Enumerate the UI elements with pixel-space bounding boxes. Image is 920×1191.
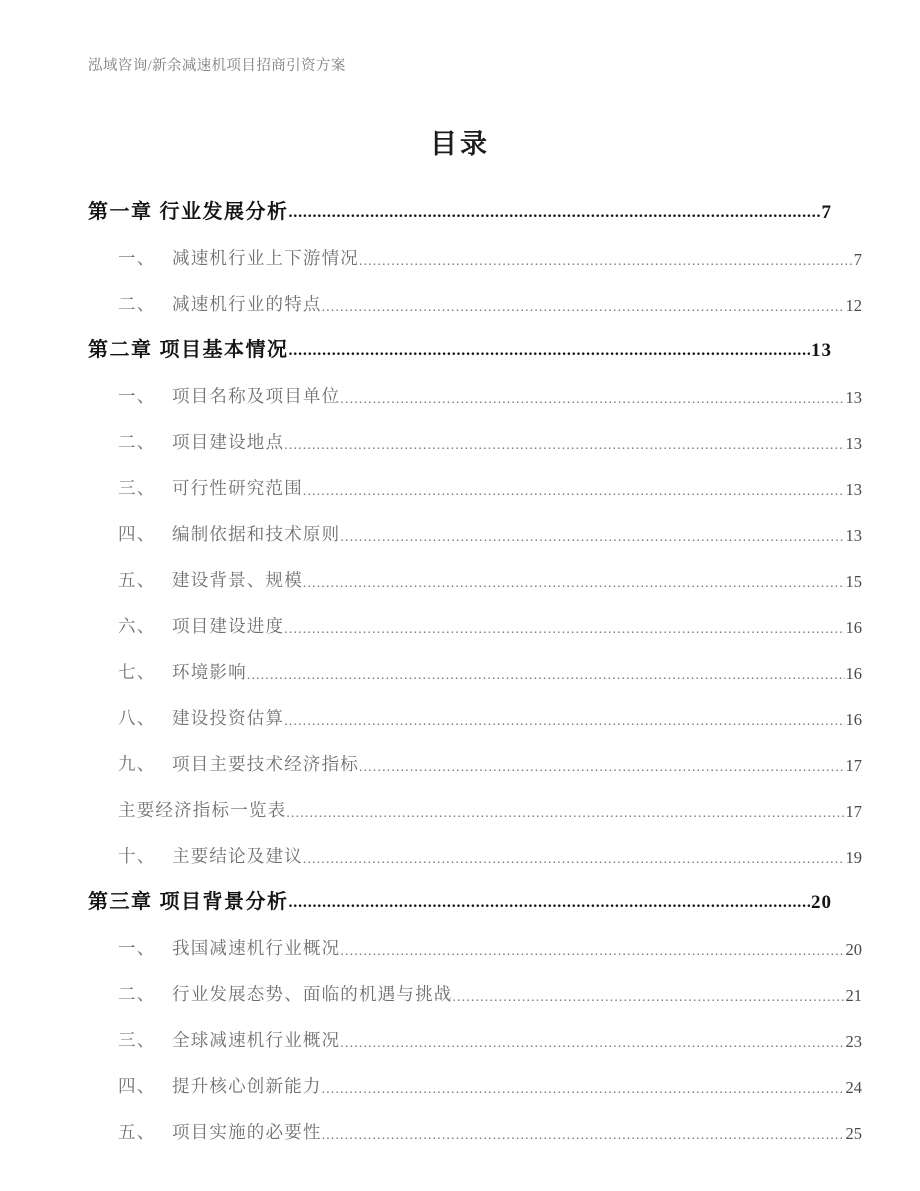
toc-page-number: 16: [845, 710, 862, 729]
toc-entry-row[interactable]: [88, 408, 862, 454]
toc-dot-leader: [340, 530, 844, 544]
toc-row-number: 二、: [118, 294, 156, 314]
toc-row-title: 全球减速机行业概况: [172, 1030, 341, 1050]
toc-row-label: [118, 567, 303, 592]
toc-row-label: [88, 885, 289, 914]
toc-page-number: 13: [811, 340, 832, 361]
toc-page-number: 13: [845, 388, 862, 407]
toc-page-number: 7: [853, 250, 862, 269]
toc-row-label: [118, 521, 340, 546]
toc-row-number: 八、: [118, 708, 156, 728]
toc-dot-leader: [284, 714, 844, 728]
toc-row-number: 四、: [118, 524, 156, 544]
toc-page-number: 17: [845, 756, 862, 775]
page-title: 目录: [430, 129, 490, 159]
toc-entry-row[interactable]: [88, 1006, 862, 1052]
toc-page-number: 13: [845, 434, 862, 453]
toc-row-title: 减速机行业上下游情况: [172, 248, 359, 268]
toc-dot-leader: [303, 484, 845, 498]
toc-row-number: 第三章: [88, 891, 153, 913]
toc-row-title: 编制依据和技术原则: [172, 524, 341, 544]
toc-entry-row[interactable]: [88, 500, 862, 546]
toc-row-number: 三、: [118, 1030, 156, 1050]
toc-row-number: 一、: [118, 248, 156, 268]
toc-row-title: 减速机行业的特点: [172, 294, 322, 314]
toc-dot-leader: [303, 852, 845, 866]
toc-dot-leader: [340, 1036, 844, 1050]
toc-dot-leader: [340, 944, 844, 958]
toc-row-label: [118, 429, 284, 454]
toc-chapter-row[interactable]: [88, 868, 832, 914]
toc-entry-row[interactable]: [88, 822, 862, 868]
toc-page-number: 19: [845, 848, 862, 867]
toc-page-number: 7: [821, 202, 832, 223]
toc-row-title: 我国减速机行业概况: [172, 938, 341, 958]
toc-row-label: [118, 935, 340, 960]
toc-row-title: 提升核心创新能力: [172, 1076, 322, 1096]
toc-row-label: [118, 383, 340, 408]
toc-row-label: [118, 1119, 322, 1144]
toc-row-number: 一、: [118, 386, 156, 406]
toc-page-number: 23: [845, 1032, 862, 1051]
toc-row-label: [118, 1073, 322, 1098]
toc-row-number: 第二章: [88, 339, 153, 361]
toc-entry-row[interactable]: [88, 546, 862, 592]
toc-row-number: 九、: [118, 754, 156, 774]
toc-entry-row[interactable]: [88, 362, 862, 408]
toc-entry-row[interactable]: [88, 638, 862, 684]
toc-row-number: 一、: [118, 938, 156, 958]
toc-row-number: 第一章: [88, 201, 153, 223]
toc-row-label: [118, 981, 453, 1006]
toc-row-label: [118, 475, 303, 500]
toc-row-label: [118, 843, 303, 868]
toc-page-number: 15: [845, 572, 862, 591]
toc-page-number: 17: [845, 802, 862, 821]
toc-row-title: 可行性研究范围: [172, 478, 303, 498]
toc-dot-leader: [247, 668, 845, 682]
toc-entry-row[interactable]: [88, 592, 862, 638]
running-header: 泓域咨询/新余减速机项目招商引资方案: [88, 58, 346, 74]
toc-dot-leader: [303, 576, 845, 590]
toc-row-label: [118, 751, 359, 776]
toc-row-label: [118, 659, 247, 684]
toc-page-number: 21: [845, 986, 862, 1005]
toc-row-title: 建设投资估算: [172, 708, 285, 728]
toc-dot-leader: [340, 392, 844, 406]
toc-dot-leader: [322, 1128, 845, 1142]
toc-entry-row[interactable]: [88, 776, 862, 822]
toc-row-label: [118, 1027, 340, 1052]
toc-entry-row[interactable]: [88, 1098, 862, 1144]
toc-dot-leader: [289, 343, 811, 359]
toc-row-number: 五、: [118, 570, 156, 590]
toc-page-number: 25: [845, 1124, 862, 1143]
toc-entry-row[interactable]: [88, 684, 862, 730]
toc-page-number: 16: [845, 618, 862, 637]
toc-row-title: 项目基本情况: [159, 339, 289, 361]
toc-entry-row[interactable]: [88, 270, 862, 316]
toc-chapter-row[interactable]: [88, 316, 832, 362]
toc-row-title: 建设背景、规模: [172, 570, 303, 590]
toc-row-title: 项目名称及项目单位: [172, 386, 341, 406]
toc-page-number: 16: [845, 664, 862, 683]
toc-row-number: 二、: [118, 984, 156, 1004]
toc-row-label: [118, 613, 284, 638]
toc-row-number: 七、: [118, 662, 156, 682]
toc-entry-row[interactable]: [88, 224, 862, 270]
toc-page-number: 20: [811, 892, 832, 913]
toc-dot-leader: [286, 806, 844, 820]
toc-entry-row[interactable]: [88, 1052, 862, 1098]
toc-page-number: 13: [845, 480, 862, 499]
toc-page-number: 20: [845, 940, 862, 959]
toc-dot-leader: [322, 1082, 845, 1096]
toc-row-number: 六、: [118, 616, 156, 636]
toc-row-label: [118, 797, 286, 822]
toc-row-number: 四、: [118, 1076, 156, 1096]
toc-dot-leader: [359, 254, 853, 268]
toc-row-title: 项目建设进度: [172, 616, 285, 636]
toc-dot-leader: [453, 990, 845, 1004]
toc-dot-leader: [359, 760, 845, 774]
toc-row-title: 项目背景分析: [159, 891, 289, 913]
toc-entry-row[interactable]: [88, 960, 862, 1006]
toc-dot-leader: [289, 205, 821, 221]
toc-entry-row[interactable]: [88, 914, 862, 960]
toc-row-number: 二、: [118, 432, 156, 452]
toc-page-number: 13: [845, 526, 862, 545]
toc-row-label: [118, 291, 322, 316]
toc-page-number: 12: [845, 296, 862, 315]
toc-entry-row[interactable]: [88, 730, 862, 776]
toc-row-label: [118, 705, 284, 730]
toc-row-number: 三、: [118, 478, 156, 498]
toc-row-label: [118, 245, 359, 270]
toc-row-title: 主要经济指标一览表: [118, 800, 287, 820]
toc-row-title: 环境影响: [172, 662, 247, 682]
toc-row-title: 主要结论及建议: [172, 846, 303, 866]
toc-row-label: [88, 333, 289, 362]
toc-row-title: 行业发展态势、面临的机遇与挑战: [172, 984, 453, 1004]
toc-row-number: 十、: [118, 846, 156, 866]
toc-page-number: 24: [845, 1078, 862, 1097]
toc-dot-leader: [284, 438, 844, 452]
toc-dot-leader: [289, 895, 811, 911]
toc-row-title: 项目建设地点: [172, 432, 285, 452]
toc-dot-leader: [322, 300, 845, 314]
toc-row-label: [88, 195, 289, 224]
toc-dot-leader: [284, 622, 844, 636]
toc-chapter-row[interactable]: [88, 178, 832, 224]
toc-entry-row[interactable]: [88, 454, 862, 500]
toc-row-title: 项目实施的必要性: [172, 1122, 322, 1142]
table-of-contents: [88, 178, 862, 1144]
toc-row-title: 项目主要技术经济指标: [172, 754, 359, 774]
toc-row-number: 五、: [118, 1122, 156, 1142]
toc-row-title: 行业发展分析: [159, 201, 289, 223]
